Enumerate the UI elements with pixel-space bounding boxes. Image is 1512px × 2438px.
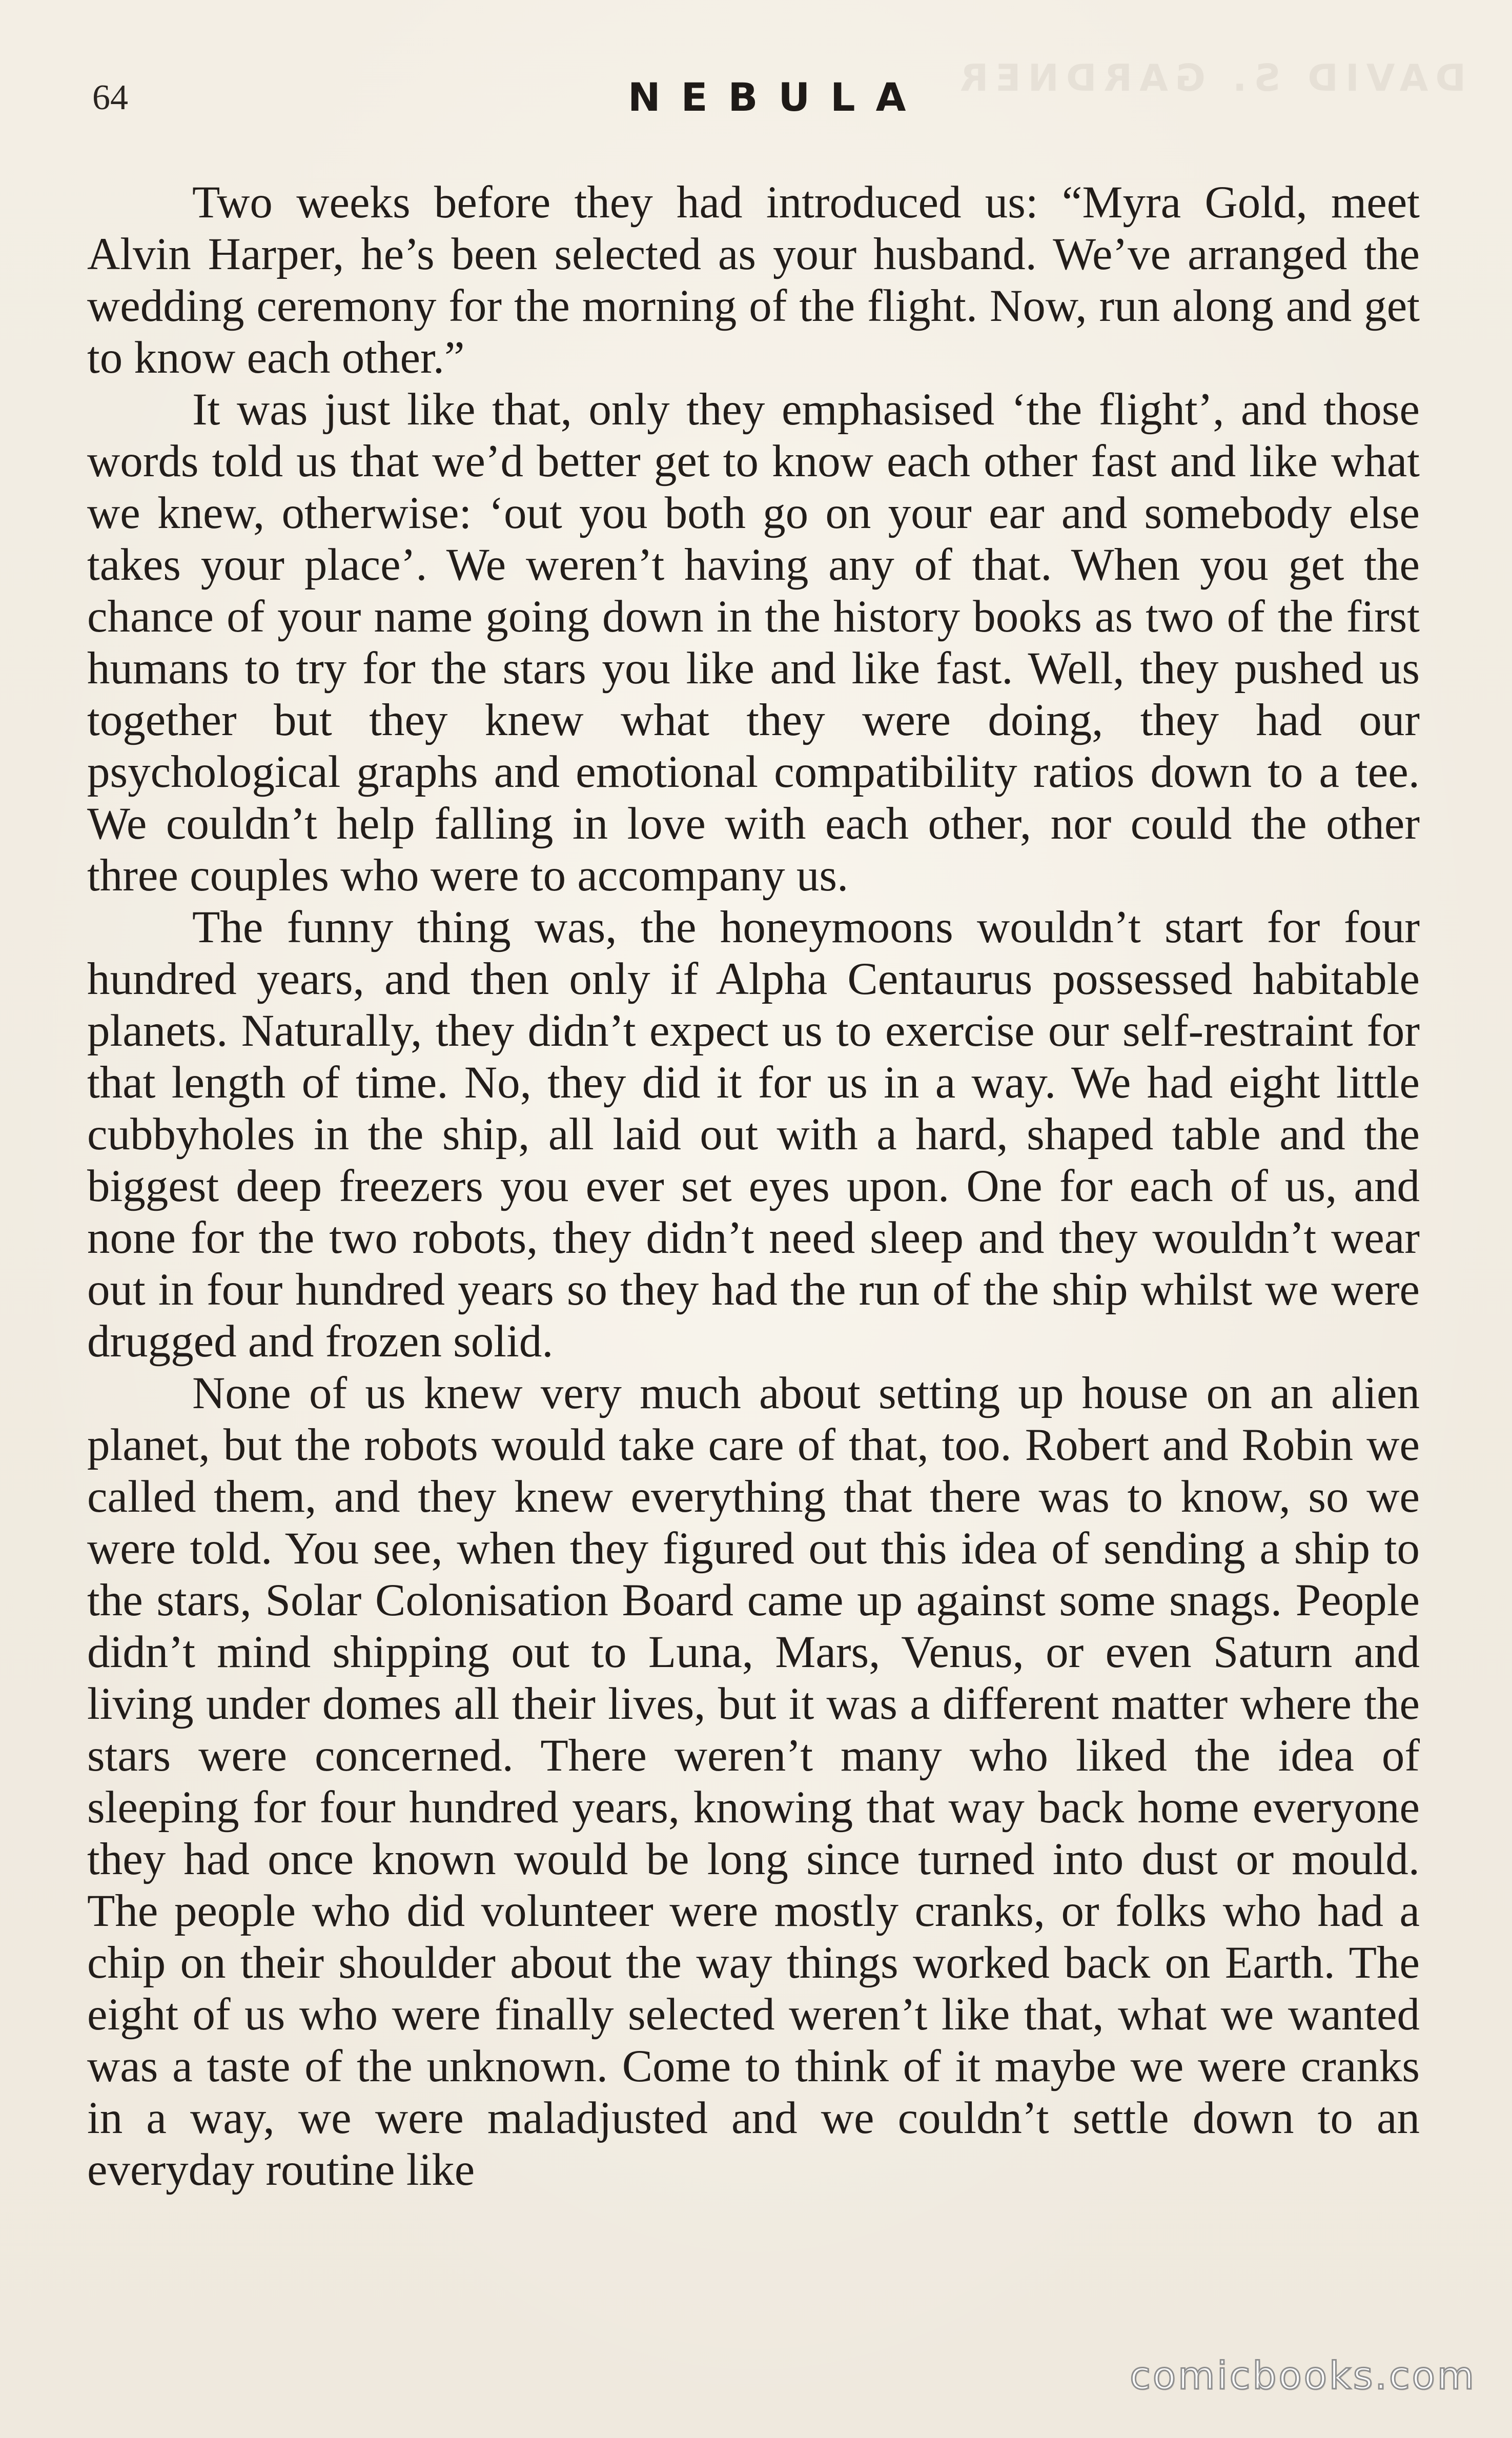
story-body xyxy=(87,177,1420,2196)
story-paragraph: It was just like that, only they emphasised ‘the flight’, and those words told us that we’d better get to know each other fast and like what we knew, otherwise: ‘out you both go on your ear and somebody else takes your place’. We weren’t having any of that. When you get the chance of your name going down in the history books as two of the first humans to try for the stars you like and like fast. Well, they pushed us together but they knew what they were doing, they had our psychological graphs and emotional compatibility ratios down to a tee. We couldn’t help falling in love with each other, nor could the other three couples who were to accompany us. xyxy=(87,384,1420,901)
page-header xyxy=(0,74,1512,126)
magazine-title: NEBULA xyxy=(628,74,927,120)
page-number: 64 xyxy=(92,78,128,117)
story-paragraph: The funny thing was, the honeymoons wouldn’t start for four hundred years, and then only if Alpha Centaurus possessed habitable planets. Naturally, they didn’t expect us to exercise our self-restraint for that length of time. No, they did it for us in a way. We had eight little cubbyholes in the ship, all laid out with a hard, shaped table and the biggest deep freezers you ever set eyes upon. One for each of us, and none for the two robots, they didn’t need sleep and they wouldn’t wear out in four hundred years so they had the run of the ship whilst we were drugged and frozen solid. xyxy=(87,902,1420,1367)
site-watermark: comicbooks.com xyxy=(1130,2354,1476,2398)
story-paragraph: None of us knew very much about setting up house on an alien planet, but the robots would take care of that, too. Robert and Robin we called them, and they knew everything that there was to know, so we were told. You see, when they figured out this idea of sending a ship to the stars, Solar Colonisation Board came up against some snags. People didn’t mind shipping out to Luna, Mars, Venus, or even Saturn and living under domes all their lives, but it was a different matter where the stars were concerned. There weren’t many who liked the idea of sleeping for four hundred years, knowing that way back home everyone they had once known would be long since turned into dust or mould. The people who did volunteer were mostly cranks, or folks who had a chip on their shoulder about the way things worked back on Earth. The eight of us who were finally selected weren’t like that, what we wanted was a taste of the unknown. Come to think of it maybe we were cranks in a way, we were maladjusted and we couldn’t settle down to an everyday routine like xyxy=(87,1368,1420,2195)
bleed-through-text: DAVID S. GARDNER xyxy=(952,56,1466,99)
story-paragraph: Two weeks before they had introduced us: “Myra Gold, meet Alvin Harper, he’s been selected as your husband. We’ve arranged the wedding ceremony for the morning of the flight. Now, run along and get to know each other.” xyxy=(87,177,1420,383)
